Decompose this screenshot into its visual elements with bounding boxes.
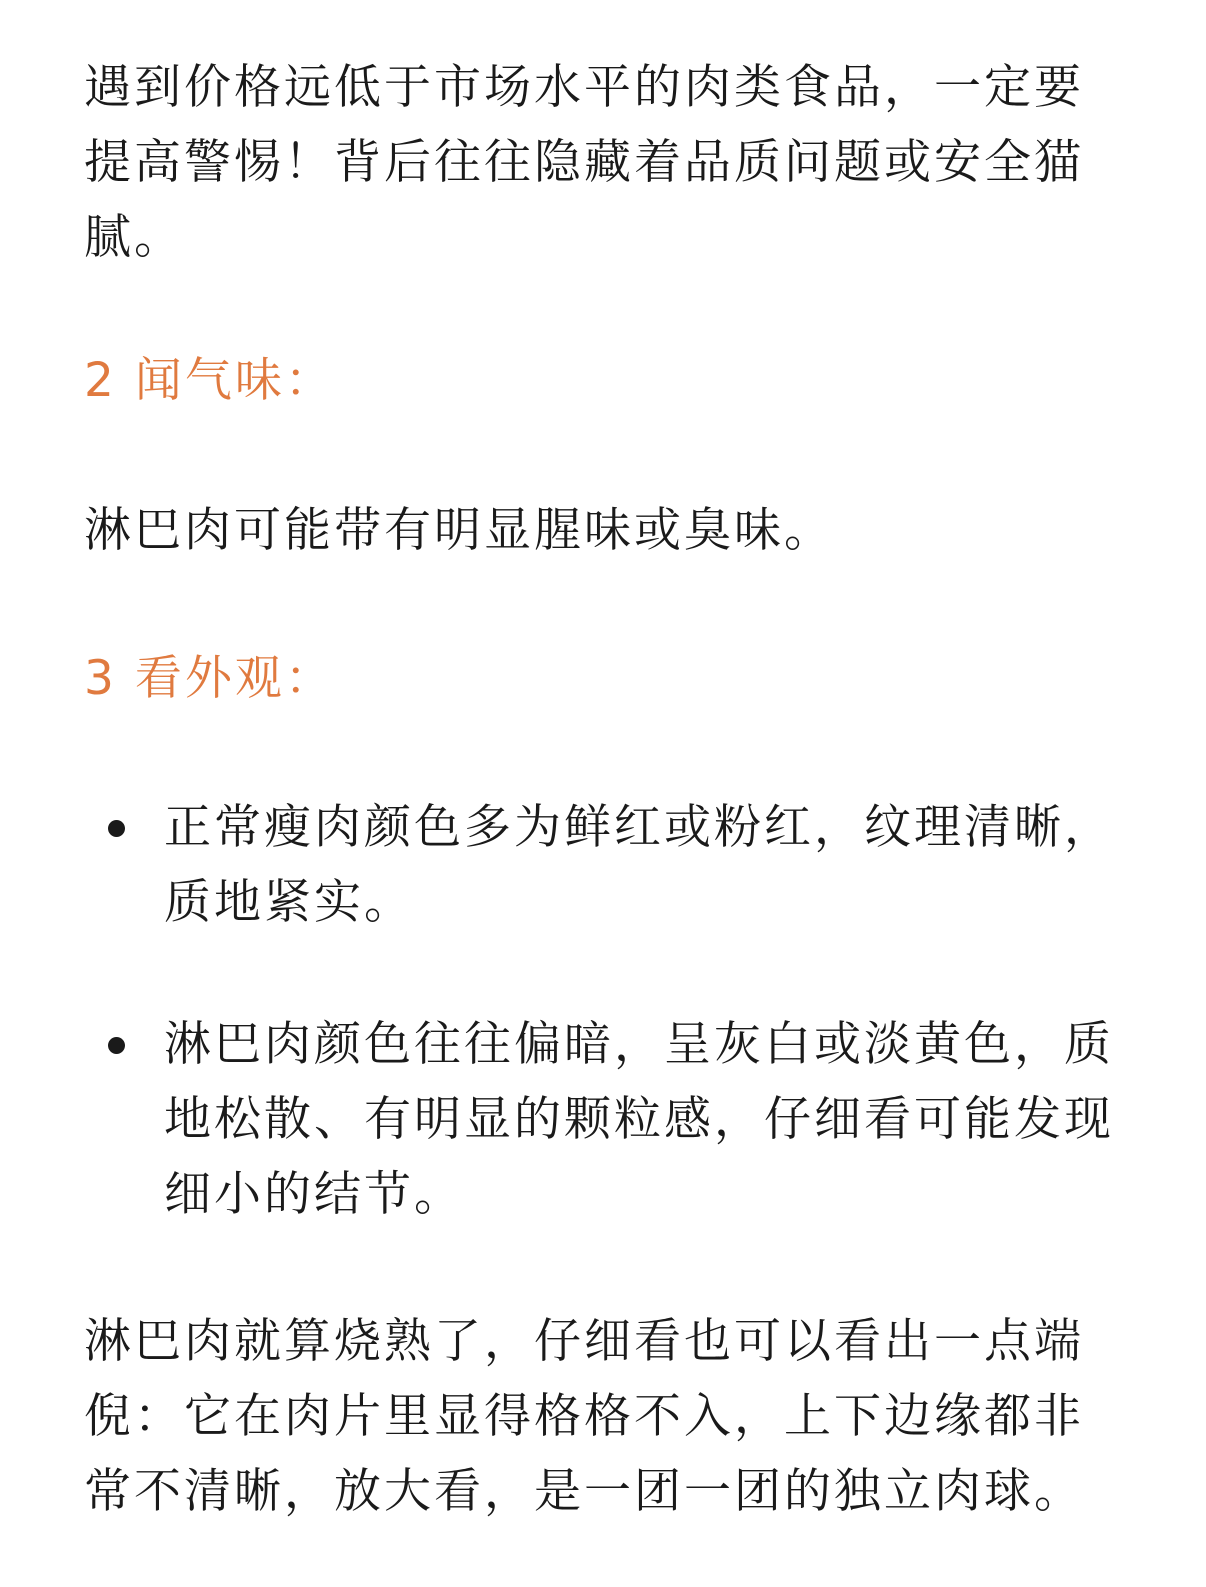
section-heading-smell: 2 闻气味： (84, 353, 335, 408)
section-heading-appearance: 3 看外观： (84, 651, 335, 706)
list-item (84, 1007, 1114, 1232)
bullet-dot-icon (108, 1037, 125, 1054)
bullet-dot-icon (108, 820, 125, 837)
appearance-bullet-list (84, 790, 1114, 1232)
conclusion-paragraph: 淋巴肉就算烧熟了，仔细看也可以看出一点端倪：它在肉片里显得格格不入，上下边缘都非常不清晰，放大看，是一团一团的独立肉球。 (84, 1314, 1084, 1519)
list-item (84, 790, 1114, 940)
intro-paragraph: 遇到价格远低于市场水平的肉类食品，一定要提高警惕！背后往往隐藏着品质问题或安全猫腻。 (84, 60, 1084, 265)
smell-paragraph: 淋巴肉可能带有明显腥味或臭味。 (84, 503, 834, 558)
list-item-text: 淋巴肉颜色往往偏暗，呈灰白或淡黄色，质地松散、有明显的颗粒感，仔细看可能发现细小的结节。 (164, 1017, 1114, 1222)
list-item-text: 正常瘦肉颜色多为鲜红或粉红，纹理清晰，质地紧实。 (164, 800, 1114, 930)
